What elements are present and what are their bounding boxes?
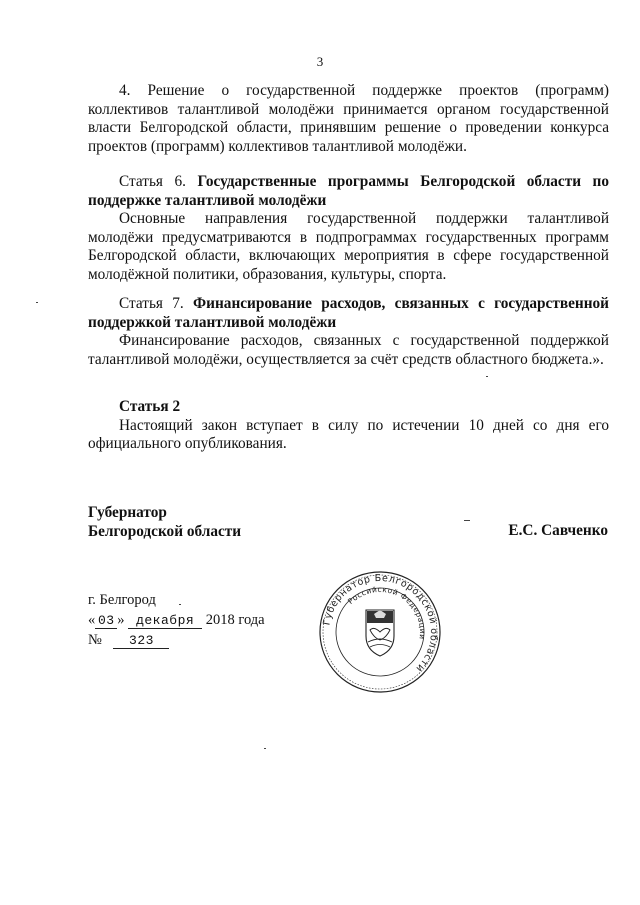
date-month: декабря [128,614,202,629]
signatory-name: Е.С. Савченко [508,522,608,539]
seal-inner-text: Российской Федерации [346,584,428,641]
article-6 [88,173,609,285]
city: г. Белгород [88,592,156,608]
signatory-title-line2: Белгородской области [88,523,242,540]
date-close-quote: » [117,612,125,628]
date-year: 2018 года [205,612,265,628]
article-6-title: Государственные программы Белгородской области по поддержке талантливой молодёжи [88,173,610,209]
article-7-title: Финансирование расходов, связанных с государственной поддержкой талантливой молодёжи [88,295,609,331]
article-2-text: Настоящий закон вступает в силу по истечении 10 дней со дня его официального опубликования. [88,416,609,453]
number-sign: № [88,632,102,648]
seal-outer-text: Губернатор Белгородской области [321,572,440,675]
article-2-heading: Статья 2 [119,398,181,415]
article-6-heading [88,173,609,210]
article-7-prefix: Статья 7. [119,295,184,312]
scan-speck [179,604,181,605]
document-number: 323 [113,634,169,649]
scan-speck [464,520,470,521]
article-6-prefix: Статья 6. [119,173,186,190]
date-day: 03 [95,614,117,629]
number-line [88,630,265,650]
scan-speck [264,748,266,749]
article-6-text: Основные направления государственной поддержки талантливой молодёжи предусматриваются в подпрограммах государственных программ Белгородской области, включающих мероприятия в сфере государственной молодёжной политики, образования, культуры, спорта. [88,210,609,283]
item-4 [88,82,609,156]
coat-of-arms-icon [366,610,394,656]
article-7 [88,295,609,369]
signatory-title [88,503,241,541]
article-7-text: Финансирование расходов, связанных с государственной поддержкой талантливой молодёжи, осуществляется за счёт средств областного бюджета.». [88,332,609,368]
date-line [88,610,265,630]
page-number: 3 [316,54,324,69]
official-seal [318,570,442,694]
article-7-heading [88,295,609,332]
scan-speck [486,376,488,377]
item-4-text: 4. Решение о государственной поддержке проектов (программ) коллективов талантливой молодёжи принимается органом государственной власти Белгородской области, принявшим решение о проведении конкурса проектов (программ) коллективов талантливой молодёжи. [88,82,609,155]
date-open-quote: « [88,612,96,628]
article-2 [88,398,609,454]
place-and-date [88,590,265,650]
scan-speck [36,302,38,303]
signatory-title-line1: Губернатор [88,504,167,521]
